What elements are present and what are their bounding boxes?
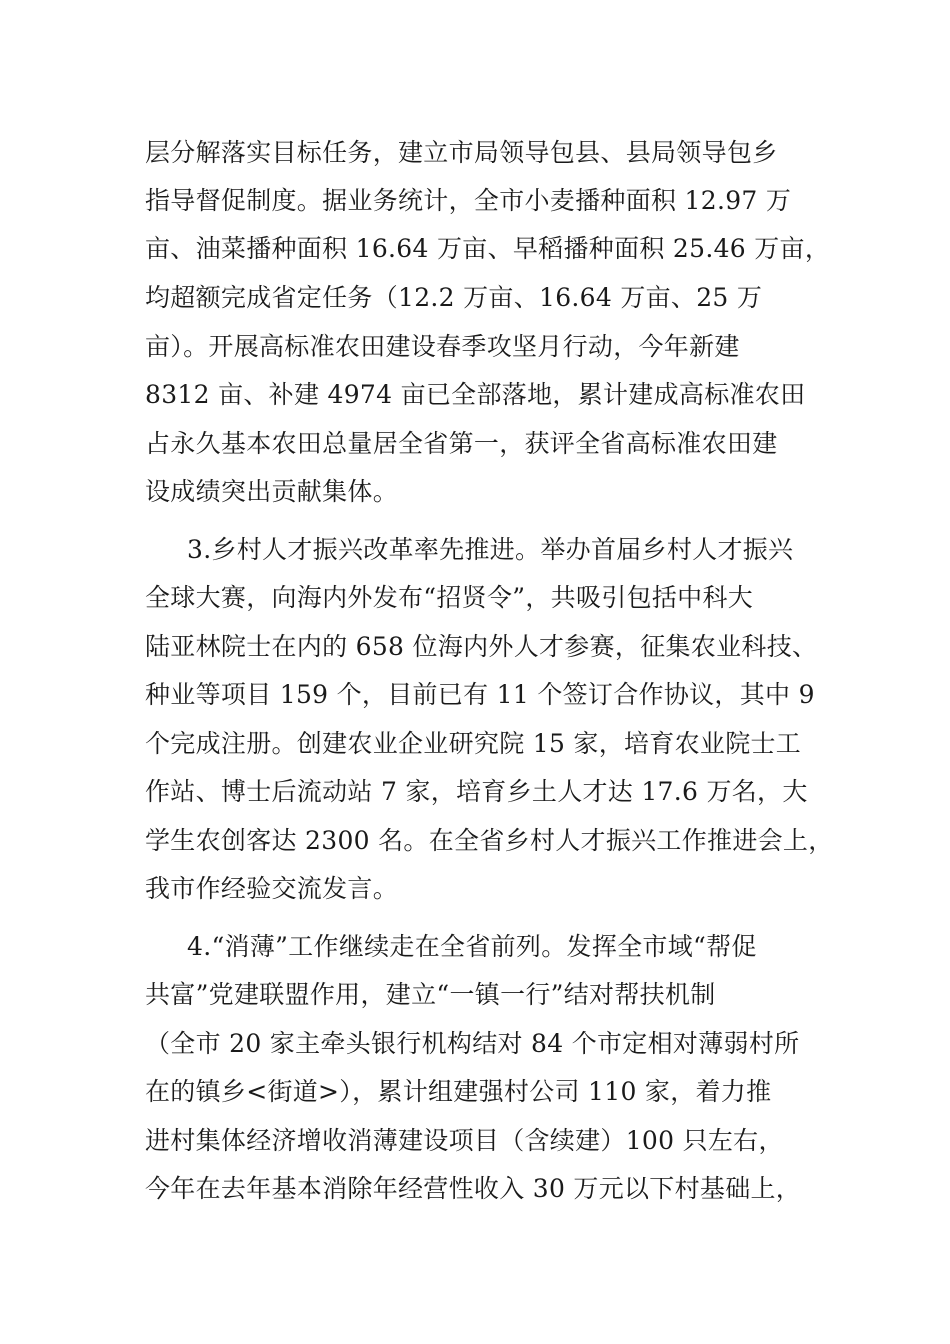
text-line: （全市 20 家主牵头银行机构结对 84 个市定相对薄弱村所 — [145, 1029, 800, 1058]
text-line: 占永久基本农田总量居全省第一，获评全省高标准农田建 — [145, 429, 778, 458]
text-line: 种业等项目 159 个，目前已有 11 个签订合作协议，其中 9 — [145, 680, 815, 709]
text-line: 亩、油菜播种面积 16.64 万亩、早稻播种面积 25.46 万亩， — [145, 234, 831, 263]
text-line: 设成绩突出贡献集体。 — [145, 477, 399, 506]
text-line: 学生农创客达 2300 名。在全省乡村人才振兴工作推进会上， — [145, 826, 834, 855]
text-line: 8312 亩、补建 4974 亩已全部落地，累计建成高标准农田 — [145, 380, 806, 409]
text-line: 层分解落实目标任务，建立市局领导包县、县局领导包乡 — [145, 138, 778, 167]
text-line: 在的镇乡<街道>），累计组建强村公司 110 家，着力推 — [145, 1077, 772, 1106]
text-line: 作站、博士后流动站 7 家，培育乡土人才达 17.6 万名，大 — [145, 777, 808, 806]
text-line: 进村集体经济增收消薄建设项目（含续建）100 只左右， — [145, 1126, 784, 1155]
text-line: 个完成注册。创建农业企业研究院 15 家，培育农业院士工 — [145, 729, 802, 758]
text-line: 共富”党建联盟作用，建立“一镇一行”结对帮扶机制 — [145, 980, 716, 1009]
text-line: 亩）。开展高标准农田建设春季攻坚月行动，今年新建 — [145, 332, 740, 361]
text-line: 指导督促制度。据业务统计，全市小麦播种面积 12.97 万 — [145, 186, 792, 215]
section-heading-line: 3.乡村人才振兴改革率先推进。举办首届乡村人才振兴 — [187, 535, 794, 564]
text-line: 均超额完成省定任务（12.2 万亩、16.64 万亩、25 万 — [145, 283, 763, 312]
text-line: 陆亚林院士在内的 658 位海内外人才参赛，征集农业科技、 — [145, 632, 818, 661]
text-line: 全球大赛，向海内外发布“招贤令”，共吸引包括中科大 — [145, 583, 754, 612]
text-line: 今年在去年基本消除年经营性收入 30 万元以下村基础上， — [145, 1174, 802, 1203]
section-heading-line: 4.“消薄”工作继续走在全省前列。发挥全市域“帮促 — [187, 932, 757, 961]
text-line: 我市作经验交流发言。 — [145, 874, 399, 903]
